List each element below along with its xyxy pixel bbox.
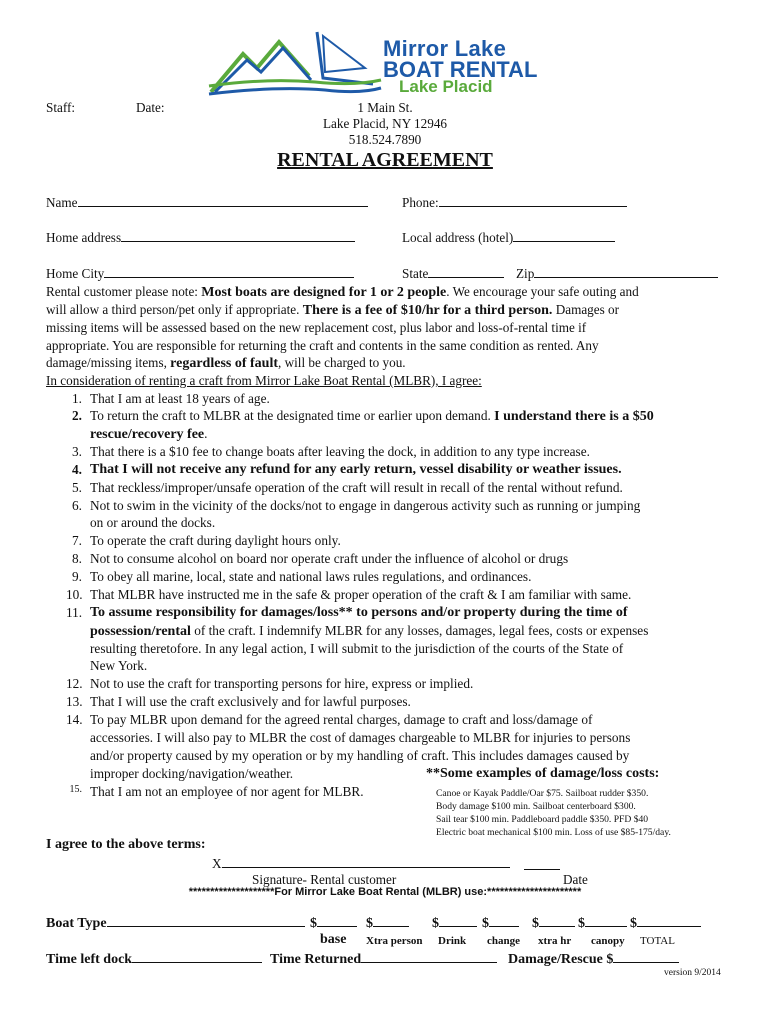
term-number: 1. bbox=[72, 391, 82, 406]
term-text: accessories. I will also pay to MLBR the cost of damages chargeable to MLBR for injuries to persons bbox=[90, 730, 631, 745]
agree-heading: I agree to the above terms: bbox=[46, 837, 206, 852]
term-text: and/or property caused by my operation or by my handling of craft. This includes damages caused by bbox=[90, 748, 630, 763]
charge-drink-field[interactable]: $ bbox=[432, 914, 477, 932]
term-text: That reckless/improper/unsafe operation of the craft will result in recall of the rental without refund. bbox=[90, 480, 623, 495]
time-returned-label: Time Returned bbox=[270, 952, 362, 967]
time-left-dock-label: Time left dock bbox=[46, 952, 133, 967]
intro-line-1: Rental customer please note: Most boats are designed for 1 or 2 people. We encourage your safe outing and bbox=[46, 284, 639, 300]
signature-date-field[interactable] bbox=[524, 855, 560, 870]
col-canopy-label: canopy bbox=[591, 935, 625, 947]
name-field[interactable] bbox=[46, 194, 368, 211]
mountain-boat-logo-icon bbox=[205, 24, 385, 98]
col-base-label: base bbox=[320, 932, 347, 947]
damage-examples-heading: **Some examples of damage/loss costs: bbox=[426, 766, 660, 781]
page-title: RENTAL AGREEMENT bbox=[277, 149, 493, 171]
logo-name-line1: Mirror Lake bbox=[383, 36, 507, 61]
signature-field[interactable] bbox=[212, 855, 510, 872]
col-total-label: TOTAL bbox=[640, 935, 675, 947]
term-number: 6. bbox=[72, 498, 82, 513]
term-text: That I am at least 18 years of age. bbox=[90, 391, 270, 406]
signature-caption: Signature- Rental customer bbox=[252, 872, 397, 887]
term-text: To assume responsibility for damages/loss** to persons and/or property during the time of bbox=[90, 605, 628, 620]
intro-line-4: appropriate. You are responsible for returning the craft and contents in the same condition as rented. Any bbox=[46, 338, 599, 353]
local-address-label: Local address (hotel) bbox=[402, 230, 514, 245]
term-text: To return the craft to MLBR at the designated time or earlier upon demand. I understand there is a $50 bbox=[90, 408, 654, 424]
charge-xtra-person-field[interactable]: $ bbox=[366, 914, 409, 932]
term-text: possession/rental of the craft. I indemnify MLBR for any losses, damages, legal fees, costs or expenses bbox=[90, 623, 649, 639]
damage-example-line: Canoe or Kayak Paddle/Oar $75. Sailboat rudder $350. bbox=[436, 788, 649, 799]
charge-xtra-hr-field[interactable]: $ bbox=[532, 914, 575, 932]
term-number: 9. bbox=[72, 569, 82, 584]
term-text: To operate the craft during daylight hours only. bbox=[90, 533, 341, 548]
term-text: That there is a $10 fee to change boats after leaving the dock, in addition to any type increase. bbox=[90, 444, 590, 459]
damage-example-line: Electric boat mechanical $100 min. Loss of use $85-175/day. bbox=[436, 827, 671, 838]
home-address-label: Home address bbox=[46, 230, 122, 245]
company-logo bbox=[205, 24, 565, 98]
intro-line-3: missing items will be assessed based on the new replacement cost, plus labor and loss-of-rental time if bbox=[46, 320, 587, 335]
col-xtra-person-label: Xtra person bbox=[366, 935, 423, 947]
name-label: Name bbox=[46, 195, 78, 210]
intro-line-5: damage/missing items, regardless of fault, will be charged to you. bbox=[46, 355, 406, 371]
charge-base-field[interactable]: $ bbox=[310, 914, 357, 932]
term-text: Not to swim in the vicinity of the docks/not to engage in dangerous activity such as running or jumping bbox=[90, 498, 641, 513]
term-number: 11. bbox=[66, 605, 83, 620]
term-text: To obey all marine, local, state and national laws rules regulations, and ordinances. bbox=[90, 569, 532, 584]
term-number: 8. bbox=[72, 551, 82, 566]
term-text: That I am not an employee of nor agent for MLBR. bbox=[90, 784, 364, 799]
company-phone: 518.524.7890 bbox=[348, 132, 422, 147]
charge-total-field[interactable]: $ bbox=[630, 914, 701, 932]
term-number: 7. bbox=[72, 533, 82, 548]
phone-field[interactable] bbox=[402, 194, 627, 211]
consideration-line: In consideration of renting a craft from Mirror Lake Boat Rental (MLBR), I agree: bbox=[46, 373, 482, 388]
charge-change-field[interactable]: $ bbox=[482, 914, 519, 932]
term-number: 12. bbox=[66, 676, 83, 691]
address-line2: Lake Placid, NY 12946 bbox=[322, 116, 448, 131]
term-number: 14. bbox=[66, 712, 83, 727]
term-text: That MLBR have instructed me in the safe & proper operation of the craft & I am familiar with same. bbox=[90, 587, 632, 602]
term-text: on or around the docks. bbox=[90, 515, 216, 530]
logo-name-line2: BOAT RENTAL bbox=[383, 57, 538, 82]
term-text: Not to consume alcohol on board nor operate craft under the influence of alcohol or drugs bbox=[90, 551, 569, 566]
term-text: rescue/recovery fee. bbox=[90, 426, 208, 442]
term-text: improper docking/navigation/weather. bbox=[90, 766, 294, 781]
phone-label: Phone: bbox=[402, 195, 439, 210]
home-address-field[interactable] bbox=[46, 229, 355, 246]
term-number: 4. bbox=[72, 462, 82, 477]
version-note: version 9/2014 bbox=[664, 968, 721, 978]
term-text: To pay MLBR upon demand for the agreed rental charges, damage to craft and loss/damage of bbox=[90, 712, 593, 727]
col-change-label: change bbox=[487, 935, 520, 947]
zip-label: Zip bbox=[516, 266, 535, 281]
local-address-field[interactable] bbox=[402, 229, 615, 246]
state-label: State bbox=[402, 266, 429, 281]
intro-line-2: will allow a third person/pet only if appropriate. There is a fee of $10/hr for a third person. Damages or bbox=[46, 302, 620, 318]
boat-type-label: Boat Type bbox=[46, 916, 107, 931]
col-drink-label: Drink bbox=[438, 935, 467, 947]
zip-field[interactable] bbox=[516, 265, 718, 282]
term-number: 5. bbox=[72, 480, 82, 495]
date-caption: Date bbox=[563, 872, 588, 887]
damage-example-line: Sail tear $100 min. Paddleboard paddle $350. PFD $40 bbox=[436, 814, 649, 825]
signature-x-mark: X bbox=[212, 856, 222, 871]
home-city-label: Home City bbox=[46, 266, 105, 281]
term-number: 15. bbox=[69, 784, 82, 795]
charge-canopy-field[interactable]: $ bbox=[578, 914, 627, 932]
logo-name-line3: Lake Placid bbox=[399, 77, 493, 96]
damage-example-line: Body damage $100 min. Sailboat centerboard $300. bbox=[436, 801, 636, 812]
date-label: Date: bbox=[136, 100, 165, 115]
term-text: That I will use the craft exclusively and for lawful purposes. bbox=[90, 694, 411, 709]
term-text: New York. bbox=[90, 658, 148, 673]
term-number: 10. bbox=[66, 587, 83, 602]
staff-label: Staff: bbox=[46, 100, 76, 115]
boat-type-field[interactable] bbox=[46, 914, 305, 932]
time-left-dock-field[interactable] bbox=[46, 950, 262, 968]
term-number: 2. bbox=[72, 408, 82, 423]
damage-rescue-label: Damage/Rescue $ bbox=[508, 952, 614, 967]
home-city-field[interactable] bbox=[46, 265, 354, 282]
address-line1: 1 Main St. bbox=[357, 100, 413, 115]
col-xtra-hr-label: xtra hr bbox=[538, 935, 572, 947]
term-text: resulting theretofore. In any legal action, I will submit to the jurisdiction of the courts of the State of bbox=[90, 641, 624, 656]
time-returned-field[interactable] bbox=[270, 950, 497, 968]
damage-rescue-field[interactable] bbox=[508, 950, 679, 968]
state-field[interactable] bbox=[402, 265, 504, 282]
term-text: Not to use the craft for transporting persons for hire, express or implied. bbox=[90, 676, 474, 691]
term-text: That I will not receive any refund for any early return, vessel disability or weather issues. bbox=[90, 462, 622, 477]
office-use-banner: ********************For Mirror Lake Boat Rental (MLBR) use:********************** bbox=[188, 886, 582, 898]
term-number: 3. bbox=[72, 444, 82, 459]
term-number: 13. bbox=[66, 694, 83, 709]
